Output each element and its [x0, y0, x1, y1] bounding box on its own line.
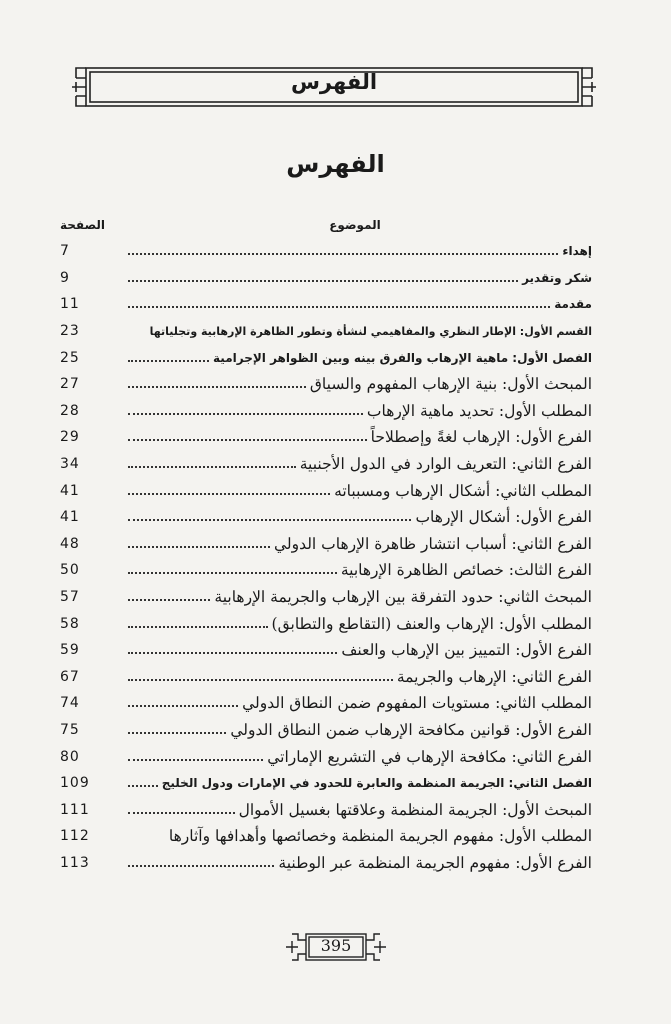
toc-entry: [60, 477, 592, 504]
dot-leader: [128, 439, 367, 441]
toc-entry-title: الفرع الثاني: الإرهاب والجريمة: [396, 667, 592, 686]
dot-leader: [128, 413, 363, 415]
dot-leader: [128, 466, 296, 468]
toc-entry: [60, 584, 592, 611]
toc-entry-title: الفرع الثالث: خصائص الظاهرة الإرهابية: [340, 561, 592, 580]
dot-leader: [128, 386, 306, 388]
toc-entry: [60, 637, 592, 664]
toc-entry: [60, 850, 592, 877]
toc-entry: [60, 557, 592, 584]
toc-entry-title: الفرع الثاني: أسباب انتشار ظاهرة الإرهاب الدولي: [273, 534, 592, 553]
column-header-topic: الموضوع: [329, 218, 381, 232]
dot-leader: [128, 493, 330, 495]
toc-entry-title: الفرع الأول: قوانين مكافحة الإرهاب ضمن النطاق الدولي: [230, 720, 592, 739]
dot-leader: [128, 626, 268, 628]
toc-entry-page: 57: [60, 589, 80, 606]
toc-entry-title: المطلب الثاني: أشكال الإرهاب ومسبباته: [334, 481, 592, 500]
toc-entry-page: 74: [60, 695, 80, 712]
toc-entry: [60, 610, 592, 637]
dot-leader: [128, 253, 558, 255]
toc-entry-page: 11: [60, 296, 80, 313]
toc-entry-title: الفرع الأول: التمييز بين الإرهاب والعنف: [341, 641, 592, 660]
toc-entry-title: المبحث الأول: بنية الإرهاب المفهوم والسياق: [309, 375, 592, 394]
toc-entry-page: 48: [60, 535, 80, 552]
toc-entry-title: إهداء: [562, 244, 592, 259]
running-header: [70, 62, 598, 112]
toc-entry: [60, 344, 592, 371]
toc-entry: [60, 770, 592, 797]
toc-entry: [60, 796, 592, 823]
toc-entry-page: 25: [60, 349, 80, 366]
toc-entry-page: 41: [60, 482, 80, 499]
toc-entry-page: 23: [60, 323, 80, 340]
toc-entry-title: المطلب الأول: تحديد ماهية الإرهاب: [366, 401, 592, 420]
toc-entry-page: 34: [60, 456, 80, 473]
toc-entry-page: 111: [60, 801, 90, 818]
toc-entry: [60, 451, 592, 478]
toc-entry-page: 27: [60, 376, 80, 393]
toc-entry-title: المبحث الثاني: حدود التفرقة بين الإرهاب والجريمة الإرهابية: [214, 588, 592, 607]
toc-entry-title: الفصل الثاني: الجريمة المنظمة والعابرة للحدود في الإمارات ودول الخليج: [161, 776, 592, 791]
toc-entry-title: المطلب الأول: مفهوم الجريمة المنظمة وخصائصها وأهدافها وآثارها: [168, 827, 592, 846]
dot-leader: [128, 306, 550, 308]
toc-entry: [60, 265, 592, 292]
toc-entry: [60, 664, 592, 691]
toc-entry-title: المبحث الأول: الجريمة المنظمة وعلاقتها بغسيل الأموال: [238, 800, 592, 819]
toc-entry: [60, 531, 592, 558]
dot-leader: [128, 360, 209, 362]
table-of-contents: [60, 238, 592, 876]
toc-entry-title: المطلب الأول: الإرهاب والعنف (التقاطع والتطابق): [271, 614, 592, 633]
page-footer: [280, 930, 392, 964]
toc-entry: [60, 291, 592, 318]
dot-leader: [128, 679, 393, 681]
toc-entry-title: شكر وتقدير: [522, 270, 592, 285]
dot-leader: [128, 865, 274, 867]
toc-entry: [60, 717, 592, 744]
dot-leader: [128, 546, 270, 548]
toc-entry-page: 67: [60, 668, 80, 685]
toc-entry-title: الفصل الأول: ماهية الإرهاب والفرق بينه وبين الظواهر الإجرامية: [213, 350, 592, 365]
toc-entry-title: الفرع الأول: مفهوم الجريمة المنظمة عبر الوطنية: [278, 853, 592, 872]
toc-entry-page: 75: [60, 721, 80, 738]
page-number: 395: [320, 936, 352, 955]
header-title: الفهرس: [290, 70, 378, 94]
dot-leader: [128, 785, 158, 787]
dot-leader: [128, 732, 226, 734]
toc-entry-page: 41: [60, 509, 80, 526]
dot-leader: [128, 759, 263, 761]
toc-entry-title: الفرع الأول: أشكال الإرهاب: [415, 508, 592, 527]
toc-entry-page: 9: [60, 269, 70, 286]
toc-entry-title: الفرع الثاني: التعريف الوارد في الدول الأجنبية: [299, 455, 592, 474]
toc-entry: [60, 504, 592, 531]
dot-leader: [128, 652, 337, 654]
toc-entry: [60, 318, 592, 345]
toc-entry-page: 28: [60, 402, 80, 419]
toc-entry: [60, 690, 592, 717]
dot-leader: [128, 519, 411, 521]
toc-entry: [60, 238, 592, 265]
toc-entry-title: المطلب الثاني: مستويات المفهوم ضمن النطاق الدولي: [242, 694, 592, 713]
toc-entry: [60, 424, 592, 451]
toc-entry-page: 7: [60, 243, 70, 260]
toc-entry-page: 59: [60, 642, 80, 659]
toc-entry-title: مقدمة: [554, 297, 592, 312]
toc-entry: [60, 743, 592, 770]
toc-entry-page: 80: [60, 748, 80, 765]
toc-entry: [60, 823, 592, 850]
toc-entry-page: 112: [60, 828, 90, 845]
toc-entry-page: 113: [60, 854, 90, 871]
toc-entry-page: 29: [60, 429, 80, 446]
toc-entry-page: 109: [60, 775, 90, 792]
toc-entry-page: 50: [60, 562, 80, 579]
dot-leader: [128, 599, 210, 601]
dot-leader: [128, 705, 238, 707]
column-header-page: الصفحة: [60, 218, 106, 232]
toc-entry: [60, 398, 592, 425]
dot-leader: [128, 572, 337, 574]
dot-leader: [128, 280, 518, 282]
toc-entry-page: 58: [60, 615, 80, 632]
toc-entry-title: القسم الأول: الإطار النظري والمفاهيمي لنشأة وتطور الظاهرة الإرهابية وتجلياتها: [149, 324, 592, 338]
toc-entry-title: الفرع الأول: الإرهاب لغةً وإصطلاحاً: [370, 428, 592, 447]
dot-leader: [128, 812, 235, 814]
page-title: الفهرس: [286, 150, 385, 178]
toc-entry: [60, 371, 592, 398]
toc-entry-title: الفرع الثاني: مكافحة الإرهاب في التشريع الإماراتي: [267, 747, 592, 766]
